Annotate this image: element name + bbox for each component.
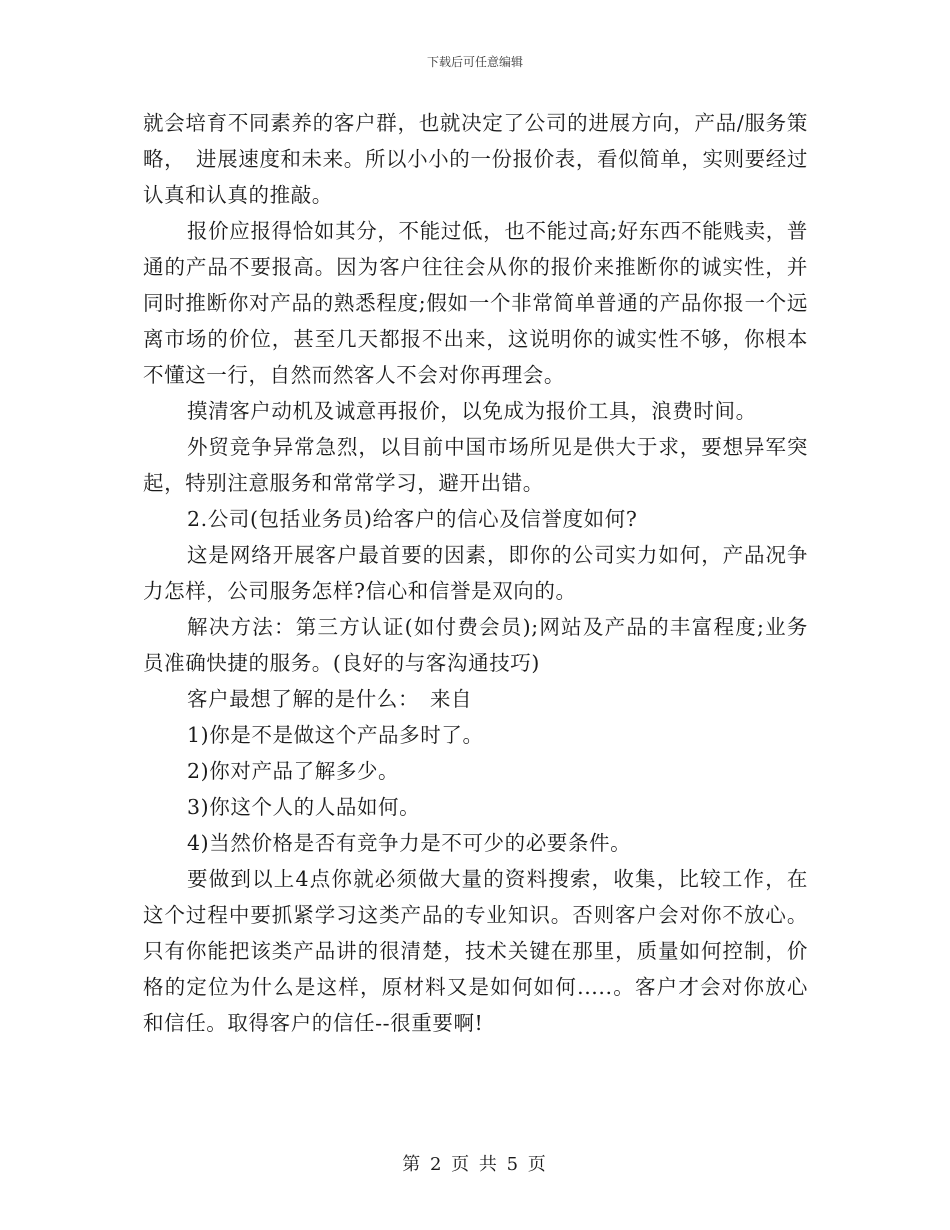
section-heading-2: 2.公司(包括业务员)给客户的信心及信誉度如何?	[187, 507, 638, 531]
page-header-note: 下载后可任意编辑	[426, 55, 523, 69]
document-body	[143, 105, 808, 1041]
paragraph-4: 外贸竞争异常急烈，以目前中国市场所见是供大于求，要想异军突起，特别注意服务和常常学习，避开出错。	[143, 435, 808, 495]
paragraph-3: 摸清客户动机及诚意再报价，以免成为报价工具，浪费时间。	[187, 399, 757, 423]
list-item-1: 1)你是不是做这个产品多时了。	[187, 723, 484, 747]
page-number-footer: 第 2 页 共 5 页	[402, 1154, 548, 1175]
paragraph-1: 就会培育不同素养的客户群，也就决定了公司的进展方向，产品/服务策略， 进展速度和未来。所以小小的一份报价表，看似简单，实则要经过认真和认真的推敲。	[143, 111, 808, 207]
list-item-4: 4)当然价格是否有竞争力是不可少的必要条件。	[187, 831, 632, 855]
paragraph-13: 要做到以上4点你就必须做大量的资料搜索，收集，比较工作，在这个过程中要抓紧学习这类产品的专业知识。否则客户会对你不放心。只有你能把该类产品讲的很清楚，技术关键在那里，质量如何控制，价格的定位为什么是这样，原材料又是如何如何.....。客户才会对你放心和信任。取得客户的信任--很重要啊!	[143, 867, 808, 1035]
list-item-2: 2)你对产品了解多少。	[187, 759, 400, 783]
list-item-3: 3)你这个人的人品如何。	[187, 795, 421, 819]
paragraph-6: 这是网络开展客户最首要的因素，即你的公司实力如何，产品况争力怎样，公司服务怎样?信心和信誉是双向的。	[143, 543, 808, 603]
paragraph-8: 客户最想了解的是什么： 来自	[187, 687, 473, 711]
paragraph-7: 解决方法：第三方认证(如付费会员);网站及产品的丰富程度;业务员准确快捷的服务。(良好的与客沟通技巧)	[143, 615, 808, 675]
paragraph-2: 报价应报得恰如其分，不能过低，也不能过高;好东西不能贱卖，普通的产品不要报高。因为客户往往会从你的报价来推断你的诚实性，并同时推断你对产品的熟悉程度;假如一个非常简单普通的产品你报一个远离市场的价位，甚至几天都报不出来，这说明你的诚实性不够，你根本不懂这一行，自然而然客人不会对你再理会。	[143, 219, 808, 387]
